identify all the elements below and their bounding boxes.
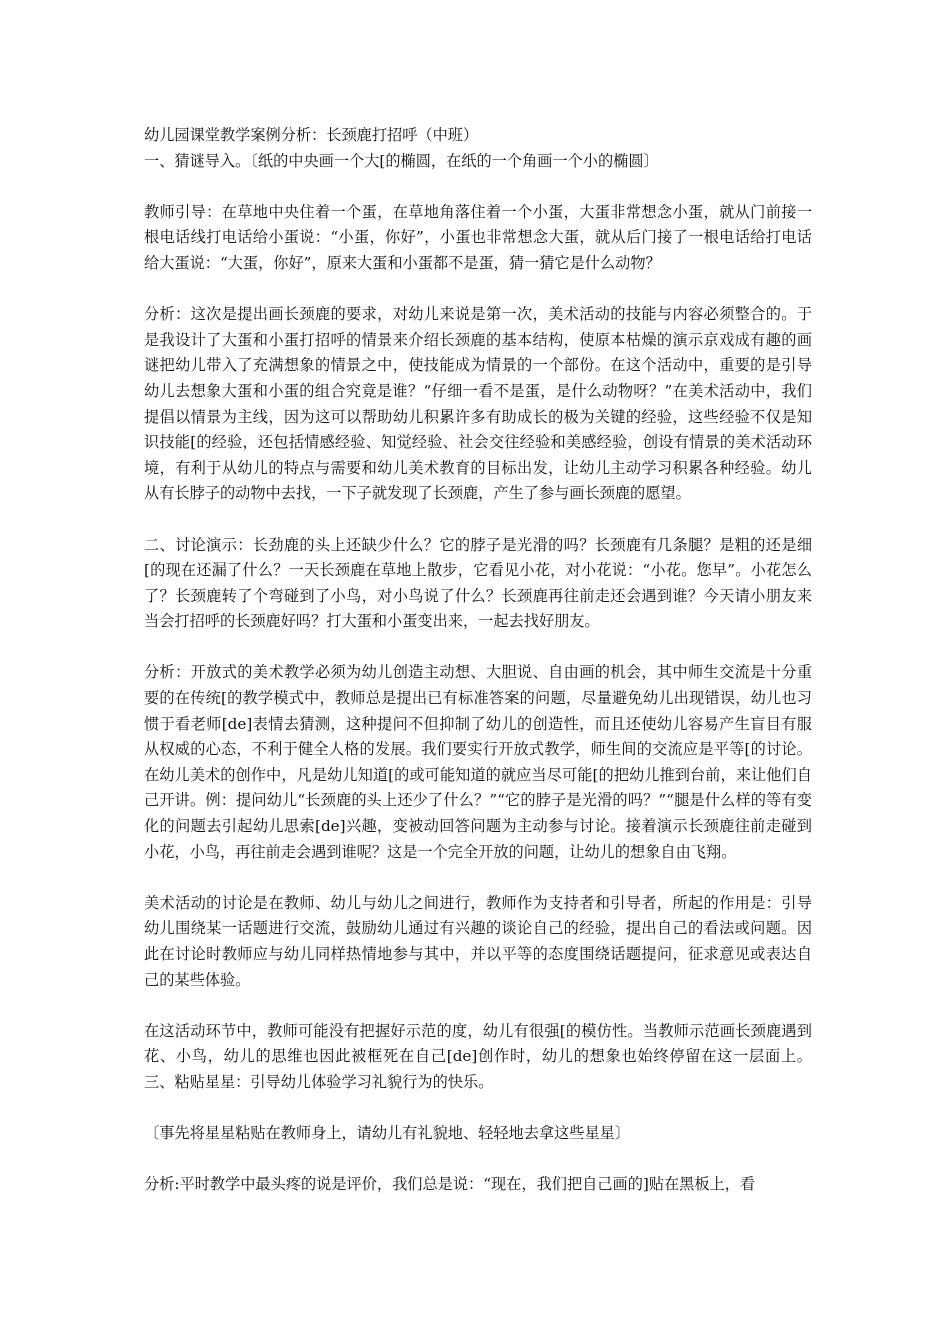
paragraph-teacher-guide: 教师引导：在草地中央住着一个蛋，在草地角落住着一个小蛋，大蛋非常想念小蛋，就从门前接一根电话线打电话给小蛋说：“小蛋，你好”，小蛋也非常想念大蛋，就从后门接了一根电话给打电话给大蛋说：“大蛋，你好”，原来大蛋和小蛋都不是蛋，猜一猜它是什么动物？ xyxy=(144,202,812,272)
paragraph-spacer xyxy=(144,1096,812,1122)
section-1-heading: 一、猜谜导入。〔纸的中央画一个大[的椭圆，在纸的一个角画一个小的椭圆〕 xyxy=(144,151,659,170)
paragraph-spacer xyxy=(144,277,812,303)
section-2-discussion: 二、讨论演示：长劲鹿的头上还缺少什么？它的脖子是光滑的吗？长颈鹿有几条腿？是粗的还是细[的现在还漏了什么？一天长颈鹿在草地上散步，它看见小花，对小花说：“小花。您早”。小花怎么了？长颈鹿转了个弯碰到了小鸟，对小鸟说了什么？长颈鹿再往前走还会遇到谁？今天请小朋友来当会打招呼的长颈鹿好吗？打大蛋和小蛋变出来，一起去找好朋友。 xyxy=(144,535,812,631)
paragraph-star-note: 〔事先将星星粘贴在教师身上，请幼儿有礼貌地、轻轻地去拿这些星星〕 xyxy=(144,1124,630,1143)
paragraph-spacer xyxy=(144,507,812,533)
paragraph-spacer xyxy=(144,993,812,1019)
paragraph-analysis-3: 分析:平时教学中最头疼的说是评价，我们总是说：“现在，我们把自己画的]贴在黑板上，看 xyxy=(144,1175,756,1194)
paragraph-analysis-2: 分析：开放式的美术教学必须为幼儿创造主动想、大胆说、自由画的机会，其中师生交流是十分重要的在传统[的教学模式中，教师总是提出已有标准答案的问题，尽量避免幼儿出现错误，幼儿也习惯于看老师[de]表情去猜测，这种提问不但抑制了幼儿的创造性，而且还使幼儿容易产生盲目有服从权威的心态，不利于健全人格的发展。我们要实行开放式教学，师生间的交流应是平等[的讨论。在幼儿美术的创作中，凡是幼儿知道[的或可能知道的就应当尽可能[的把幼儿推到台前，来让他们自己开讲。例：提问幼儿“长颈鹿的头上还少了什么？”“它的脖子是光滑的吗？”“腿是什么样的等有变化的问题去引起幼儿思索[de]兴趣，变被动回答问题为主动参与讨论。接着演示长颈鹿往前走碰到小花，小鸟，再往前走会遇到谁呢？这是一个完全开放的问题，让幼儿的想象自由飞翔。 xyxy=(144,663,812,861)
document-title: 幼儿园课堂教学案例分析：长颈鹿打招呼（中班） xyxy=(144,126,479,144)
paragraph-spacer xyxy=(144,865,812,891)
document-body xyxy=(144,123,812,1198)
paragraph-spacer xyxy=(144,1147,812,1173)
paragraph-spacer xyxy=(144,174,812,200)
paragraph-reflection: 在这活动环节中，教师可能没有把握好示范的度，幼儿有很强[的模仿性。当教师示范画长颈鹿遇到花、小鸟，幼儿的思维也因此被框死在自己[de]创作时，幼儿的想象也始终停留在这一层面上。三、粘贴星星：引导幼儿体验学习礼貌行为的快乐。 xyxy=(144,1021,812,1091)
paragraph-analysis-1: 分析：这次是提出画长颈鹿的要求，对幼儿来说是第一次，美术活动的技能与内容必须整合的。于是我设计了大蛋和小蛋打招呼的情景来介绍长颈鹿的基本结构，使原本枯燥的演示京戏成有趣的画谜把幼儿带入了充满想象的情景之中，使技能成为情景的一个部份。在这个活动中，重要的是引导幼儿去想象大蛋和小蛋的组合究竟是谁？“仔细一看不是蛋，是什么动物呀？”在美术活动中，我们提倡以情景为主线，因为这可以帮助幼儿积累许多有助成长的极为关键的经验，这些经验不仅是知识技能[的经验，还包括情感经验、知觉经验、社会交往经验和美感经验，创设有情景的美术活动环境，有利于从幼儿的特点与需要和幼儿美术教育的目标出发，让幼儿主动学习积累各种经验。幼儿从有长脖子的动物中去找，一下子就发现了长颈鹿，产生了参与画长颈鹿的愿望。 xyxy=(144,305,812,503)
paragraph-discussion-role: 美术活动的讨论是在教师、幼儿与幼儿之间进行，教师作为支持者和引导者，所起的作用是：引导幼儿围绕某一话题进行交流，鼓励幼儿通过有兴趣的谈论自己的经验，提出自己的看法或问题。因此在讨论时教师应与幼儿同样热情地参与其中，并以平等的态度围绕话题提问，征求意见或表达自己的某些体验。 xyxy=(144,893,812,989)
paragraph-spacer xyxy=(144,635,812,661)
